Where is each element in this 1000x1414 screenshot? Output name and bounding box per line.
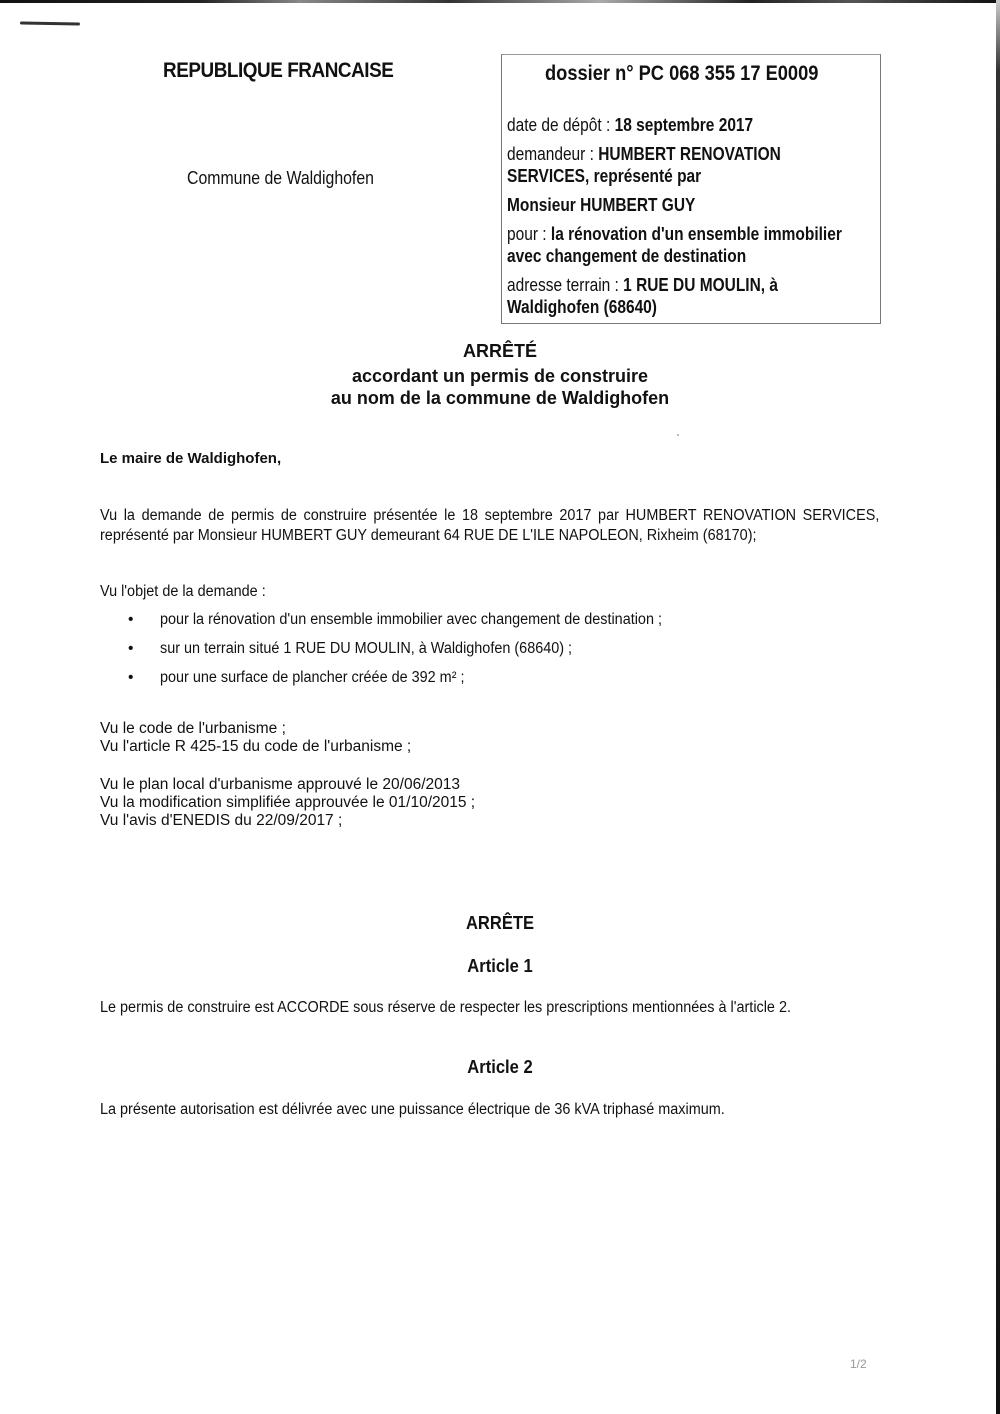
vu-demande-text: Vu la demande de permis de construire présentée le 18 septembre 2017 par HUMBERT RENOVATION SERVICES, représenté par Monsieur HUMBERT GUY demeurant 64 RUE DE L'ILE NAPOLEON, Rixheim (68170); [100, 507, 880, 544]
article-2-title: Article 2 [467, 1057, 533, 1077]
staple-mark [20, 21, 80, 25]
vu-objet-text: Vu l'objet de la demande : [100, 583, 266, 600]
scan-speck [677, 434, 679, 436]
commune-name: Commune de Waldighofen [187, 168, 374, 188]
vu-plan-block [100, 776, 475, 830]
address-line [507, 274, 778, 296]
purpose-line-2 [507, 245, 746, 267]
address-label: adresse terrain : [507, 275, 624, 295]
address-line-2 [507, 296, 657, 318]
bullet-text: pour la rénovation d'un ensemble immobilier avec changement de destination ; [160, 611, 662, 628]
purpose-value: la rénovation d'un ensemble immobilier [550, 224, 842, 244]
applicant-value: HUMBERT RENOVATION [598, 144, 781, 164]
republic-heading: REPUBLIQUE FRANCAISE [163, 59, 394, 82]
address-value-2: Waldighofen (68640) [507, 297, 657, 317]
applicant-representative: Monsieur HUMBERT GUY [507, 195, 696, 215]
deposit-date-value: 18 septembre 2017 [614, 115, 754, 135]
vu-objet-paragraph [100, 582, 880, 602]
applicant-line-3 [507, 194, 695, 216]
bullet-icon: • [128, 611, 134, 628]
article-1-title: Article 1 [467, 956, 533, 976]
applicant-line-2 [507, 165, 701, 187]
bullet-text: pour une surface de plancher créée de 392 m² ; [160, 669, 465, 686]
scan-edge-right [996, 0, 1000, 1414]
applicant-label: demandeur : [507, 144, 599, 164]
vu-code-block [100, 720, 411, 756]
bullet-icon: • [128, 640, 134, 657]
purpose-value-2: avec changement de destination [507, 246, 747, 266]
vu-demande-paragraph [100, 506, 880, 546]
bullet-text: sur un terrain situé 1 RUE DU MOULIN, à Waldighofen (68640) ; [160, 640, 573, 657]
bullet-icon: • [128, 669, 134, 686]
article-2-text: La présente autorisation est délivrée avec une puissance électrique de 36 kVA triphasé maximum. [100, 1101, 725, 1118]
decision-title: ARRÊTE [465, 913, 535, 933]
applicant-value-2: SERVICES, représenté par [507, 166, 702, 186]
dossier-number: dossier n° PC 068 355 17 E0009 [545, 62, 819, 85]
mayor-salutation: Le maire de Waldighofen, [100, 450, 282, 467]
applicant-line [507, 143, 781, 165]
article-2-paragraph [100, 1100, 880, 1120]
arrete-subtitle-2: au nom de la commune de Waldighofen [330, 388, 670, 408]
vu-code-line: Vu l'article R 425-15 du code de l'urbanisme ; [100, 738, 412, 755]
scan-edge-top [0, 0, 1000, 3]
address-value: 1 RUE DU MOULIN, à [623, 275, 778, 295]
deposit-date-line [507, 114, 753, 136]
purpose-line [507, 223, 842, 245]
article-1-paragraph [100, 998, 880, 1018]
arrete-title: ARRÊTÉ [462, 341, 537, 361]
vu-plan-line: Vu la modification simplifiée approuvée le 01/10/2015 ; [100, 794, 476, 811]
purpose-label: pour : [507, 224, 551, 244]
deposit-date-label: date de dépôt : [507, 115, 615, 135]
page-number: 1/2 [850, 1357, 867, 1371]
vu-plan-line: Vu l'avis d'ENEDIS du 22/09/2017 ; [100, 812, 343, 829]
vu-plan-line: Vu le plan local d'urbanisme approuvé le 20/06/2013 [100, 776, 460, 793]
arrete-subtitle-1: accordant un permis de construire [351, 366, 649, 386]
vu-code-line: Vu le code de l'urbanisme ; [100, 720, 286, 737]
article-1-text: Le permis de construire est ACCORDE sous réserve de respecter les prescriptions mentionnées à l'article 2. [100, 999, 791, 1016]
